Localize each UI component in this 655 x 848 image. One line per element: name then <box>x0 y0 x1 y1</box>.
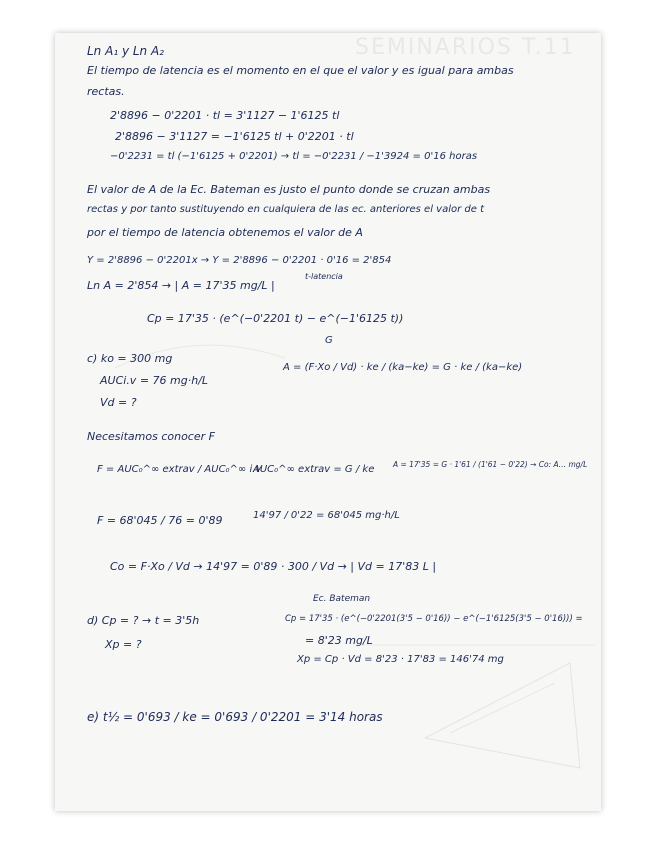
section-e-t-half-text: e) t½ = 0'693 / ke = 0'693 / 0'2201 = 3'14 horas <box>87 710 383 724</box>
bateman-para-1-text: El valor de A de la Ec. Bateman es justo el punto donde se cruzan ambas <box>87 183 491 196</box>
section-c-a-calc-text: A = 17'35 = G · 1'61 / (1'61 − 0'22) → Co: A… mg/L <box>393 460 588 469</box>
bateman-calc-2-text: Ln A = 2'854 → | A = 17'35 mg/L | <box>87 279 275 292</box>
section-c-a-formula-text: A = (F·Xo / Vd) · ke / (ka−ke) = G · ke / (ka−ke) <box>283 362 523 373</box>
bateman-cp-note-text: t-latencia <box>305 272 343 281</box>
section-c-a-formula-top-text: G <box>325 335 333 346</box>
section-d-bateman-label-text: Ec. Bateman <box>313 594 371 604</box>
section-c-f-calc-text: F = 68'045 / 76 = 0'89 <box>97 514 223 527</box>
section-c-co-text: Co = F·Xo / Vd → 14'97 = 0'89 · 300 / Vd → | Vd = 17'83 L | <box>110 560 437 573</box>
section-c-vd-text: Vd = ? <box>100 396 137 409</box>
section-d-cp-calc-text: Cp = 17'35 · (e^(−0'2201(3'5 − 0'16)) − e^(−1'6125(3'5 − 0'16))) = <box>285 614 583 624</box>
section-c-auc-text: AUCi.v = 76 mg·h/L <box>100 374 209 387</box>
watermark: SEMINARIOS T.11 <box>355 35 576 60</box>
bateman-calc-1-text: Y = 2'8896 − 0'2201x → Y = 2'8896 − 0'2201 · 0'16 = 2'854 <box>87 255 392 266</box>
section-d-cp-result-text: = 8'23 mg/L <box>305 634 373 647</box>
latency-intro-1-text: El tiempo de latencia es el momento en el que el valor y es igual para ambas <box>87 64 514 77</box>
section-c-ko-text: c) ko = 300 mg <box>87 352 173 365</box>
latency-eq-2-text: 2'8896 − 3'1127 = −1'6125 tl + 0'2201 · tl <box>115 130 354 143</box>
bateman-cp-text: Cp = 17'35 · (e^(−0'2201 t) − e^(−1'6125 t)) <box>147 312 404 325</box>
scanned-page <box>55 33 601 811</box>
section-c-need-f-text: Necesitamos conocer F <box>87 430 215 443</box>
latency-intro-2-text: rectas. <box>87 85 125 98</box>
bleed-through-marks <box>55 33 601 811</box>
latency-eq-3-text: −0'2231 = tl (−1'6125 + 0'2201) → tl = −0'2231 / −1'3924 = 0'16 horas <box>110 151 478 162</box>
section-c-auc-extrav-text: AUC₀^∞ extrav = G / ke <box>253 464 375 475</box>
bateman-para-2-text: rectas y por tanto sustituyendo en cualquiera de las ec. anteriores el valor de t <box>87 204 484 215</box>
section-d-cp-q-text: d) Cp = ? → t = 3'5h <box>87 614 200 627</box>
section-c-f-def-text: F = AUC₀^∞ extrav / AUC₀^∞ i.v <box>97 464 262 475</box>
header-text: Ln A₁ y Ln A₂ <box>87 44 164 58</box>
section-d-xp-q-text: Xp = ? <box>105 638 142 651</box>
bateman-para-3-text: por el tiempo de latencia obtenemos el valor de A <box>87 226 363 239</box>
latency-eq-1-text: 2'8896 − 0'2201 · tl = 3'1127 − 1'6125 tl <box>110 109 340 122</box>
section-c-auc-calc-text: 14'97 / 0'22 = 68'045 mg·h/L <box>253 510 400 521</box>
section-d-xp-calc-text: Xp = Cp · Vd = 8'23 · 17'83 = 146'74 mg <box>297 654 504 665</box>
